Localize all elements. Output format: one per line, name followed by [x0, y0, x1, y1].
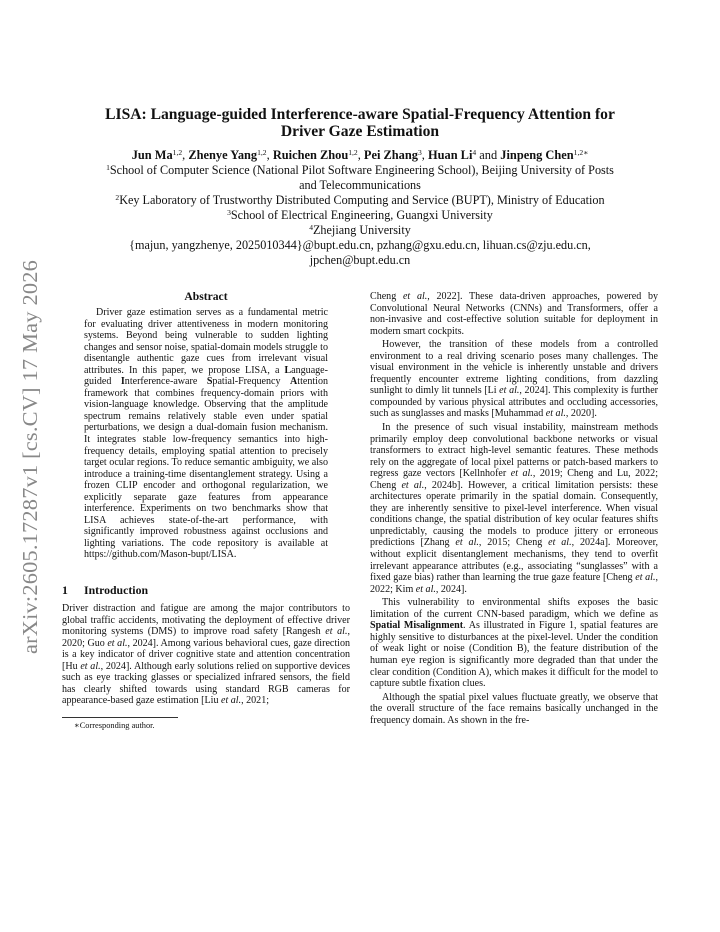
text-run: , 2024]. Although early solutions relied on supportive devices such as eye tracking glasses or specialized infrared sensors, the field has clearly shifted towards using standard RGB cameras for appearance-based gaze estimation [Liu [62, 660, 350, 707]
right-paragraph-5: Although the spatial pixel values fluctuate greatly, we observe that the overall structure of the face remains basically unchanged in the frequency domain. As shown in the fre- [370, 691, 658, 726]
email-line-1: {majun, yangzhenye, 2025010344}@bupt.edu.cn, pzhang@gxu.edu.cn, lihuan.cs@zju.edu.cn, [129, 238, 591, 252]
affiliation-3 [60, 208, 660, 223]
text-run: , 2015; Cheng [478, 537, 549, 549]
etal: et al. [635, 572, 656, 584]
right-paragraph-3 [370, 422, 658, 595]
section-number: 1 [62, 583, 68, 598]
text-run: , 2024]. Among various behavioral cues, gaze direction is a key indicator of driver cognitive state and attention concentration [Hu [62, 637, 350, 672]
text-run: This vulnerability to environmental shifts exposes the basic limitation of the current CNN-based paradigm, which we define as [370, 597, 658, 620]
email-line-2: jpchen@bupt.edu.cn [309, 253, 411, 267]
affiliation-2-text: Key Laboratory of Trustworthy Distributed Computing and Service (BUPT), Ministry of Education [119, 193, 605, 207]
text-run: Driver distraction and fatigue are among the major contributors to global traffic accidents, motivating the deployment of effective driver monitoring systems (DMS) to improve road safety [Rangesh [62, 603, 350, 638]
affiliation-4-text: Zhejiang University [312, 223, 411, 237]
bold-term: Spatial Misalignment [370, 620, 464, 632]
affiliation-1 [60, 163, 660, 178]
section-heading-introduction [62, 584, 350, 597]
author-name: Jun Ma [131, 148, 173, 162]
author-name: Jinpeng Chen [500, 148, 574, 162]
affiliation-4 [60, 223, 660, 238]
left-column [62, 290, 350, 731]
text-run: , 2022]. These data-driven approaches, powered by Convolutional Neural Networks (CNNs) and Transformers, offer a non-invasive and cost-effective solution suitable for deployment in modern smart cockpits. [370, 291, 659, 337]
author-sup: 1,2 [257, 148, 267, 157]
paper-title [60, 106, 660, 140]
etal: et al. [545, 408, 566, 420]
right-column [370, 291, 658, 726]
right-paragraph-4 [370, 597, 658, 689]
footnote-rule [62, 717, 178, 718]
abstract-heading: Abstract [184, 290, 228, 303]
text-run: , 2024b]. However, a critical limitation persists: these architectures operate primarily in the spatial domain. Consequently, they are inherently sensitive to pixel-level interference. When visual conditions change, the spatial distribution of key ocular features shifts unpredictably, causing the models to produce jittery or erroneous predictions [Zhang [370, 479, 658, 549]
abstract-part: nterference-aware [124, 376, 207, 388]
author-list: Jun Ma$^{1,2}$, Zhenye Yang$^{1,2}$, Ruichen Zhou$^{1,2}$, Pei Zhang$^3$, Huan Li$^4$ and Jinpeng Chen$^{1,2∗}$ [131, 148, 589, 162]
title-line-1: LISA: Language-guided Interference-aware Spatial-Frequency Attention for [105, 106, 615, 123]
etal: et al. [510, 468, 533, 480]
abstract-part: ttention framework that combines frequency-domain priors with vision-language knowledge. Observing that the amplitude spectrum remains relatively stable even under spatial perturbations, we design a dual-domain fusion mechanism. It integrates stable low-frequency semantics into high-frequency details, employing spatial attention to precisely target ocular regions. To reduce semantic ambiguity, we also introduce a training-time disentanglement strategy. Using a frozen CLIP encoder and orthogonal regularization, we explicitly separate gaze features from appearance interference. Experiments on two benchmarks show that LISA achieves state-of-the-art performance, with significantly improved robustness against occlusions and lighting variations. The code repository is available at https://github.com/Mason-bupt/LISA. [84, 376, 328, 561]
arxiv-stamp-text: arXiv:2605.17287v1 [cs.CV] 17 May 2026 [18, 274, 42, 654]
authors-and: and [479, 148, 498, 162]
author-name: Pei Zhang [363, 148, 418, 162]
author-sup: 3 [417, 148, 422, 157]
right-paragraph-1 [370, 291, 658, 337]
abstract-part: anguage-guided [84, 364, 328, 388]
affiliation-sup: 1 [106, 163, 110, 172]
author-name: Zhenye Yang [188, 148, 258, 162]
affiliation-sup: 3 [227, 208, 231, 217]
right-paragraph-2 [370, 339, 658, 420]
title-line-2: Driver Gaze Estimation [280, 123, 440, 140]
etal: et al. [401, 479, 425, 491]
acronym-letter: L [284, 364, 292, 376]
text-run: , 2024]. [435, 583, 467, 595]
text-run: , 2022; Kim [370, 572, 658, 595]
affiliation-2 [60, 193, 660, 208]
arxiv-stamp-svg [4, 258, 50, 656]
etal: et al. [402, 291, 428, 302]
section-title: Introduction [84, 583, 149, 598]
text-run: . As illustrated in Figure 1, spatial features are highly sensitive to disturbances at the pixel-level. Under the condition of weak light or noise (Condition B), the feature distribution of the human eye region is significantly more degraded than that under the clear condition (Condition A), which makes it difficult for the model to capture subtle fixation clues. [370, 620, 659, 690]
etal: et al. [80, 660, 101, 672]
abstract-part: Driver gaze estimation serves as a fundamental metric for evaluating driver attentiveness in modern monitoring systems. Beyond being vulnerable to sudden lighting changes and sensor noise, spatial-domain models struggle to disentangle authentic gaze cues from irrelevant visual attributes. In this paper, we propose LISA, a [84, 307, 328, 376]
arxiv-stamp [4, 258, 50, 656]
etal: et al. [499, 385, 520, 397]
etal: et al. [455, 537, 479, 549]
author-sup: 1,2 [172, 148, 183, 157]
text-run: Cheng [370, 291, 403, 302]
intro-paragraph-1 [62, 603, 350, 707]
text-run: , 2020]. [565, 408, 597, 420]
footnote: ∗Corresponding author. [74, 720, 155, 730]
etal: et al. [415, 583, 436, 595]
author-name: Huan Li [427, 148, 473, 162]
affiliation-sup: 4 [309, 223, 313, 232]
affiliation-3-text: School of Electrical Engineering, Guangxi University [230, 208, 493, 222]
affiliation-1-line-1: School of Computer Science (National Pilot Software Engineering School), Beijing University of Posts [109, 163, 614, 177]
author-name: Ruichen Zhou [272, 148, 349, 162]
acronym-letter: A [290, 376, 298, 388]
text-run: , 2024]. This complexity is further compounded by various physical attributes and occluding accessories, such as sunglasses and masks [Muhammad [370, 385, 658, 420]
etal: et al. [107, 637, 128, 649]
author-sup: 4 [472, 148, 477, 157]
author-sup: 1,2 [348, 148, 358, 157]
etal: et al. [548, 537, 572, 549]
text-run: , 2021; [241, 695, 270, 707]
abstract-text [62, 307, 350, 561]
affiliation-sup: 2 [115, 193, 120, 202]
text-run: In the presence of such visual instability, mainstream methods primarily employ deep convolutional backbone networks or visual transformers to extract high-level semantic features. These methods rely on the aggregate of local pixel patterns or patch-based markers to regress gaze vectors [Kellnhofer [370, 422, 658, 480]
text-run: , 2019; Cheng and Lu, 2022; Cheng [370, 468, 658, 491]
author-sup: 1,2∗ [573, 148, 589, 157]
acronym-letter: I [120, 376, 125, 388]
etal: et al. [325, 626, 348, 638]
abstract-part: patial-Frequency [212, 376, 291, 388]
text-run: , 2020; Guo [62, 626, 350, 649]
acronym-letter: S [206, 376, 213, 388]
affiliation-1-cont: and Telecommunications [299, 178, 421, 192]
text-run: , 2024a]. Moreover, without explicit disentanglement mechanisms, they tend to overfit irrelevant appearance attributes (e.g., associating “sunglasses” with a fixed gaze bias) rather than learning the true gaze feature [Cheng [370, 537, 659, 584]
etal: et al. [221, 695, 242, 707]
text-run: However, the transition of these models from a controlled environment to a real driving scenario poses many challenges. The visual environment in the vehicle is inherently unstable and drivers frequently encounter extreme lighting conditions, from dazzling sunlight to dimly lit tunnels [Li [370, 339, 658, 397]
author-block [60, 148, 660, 268]
